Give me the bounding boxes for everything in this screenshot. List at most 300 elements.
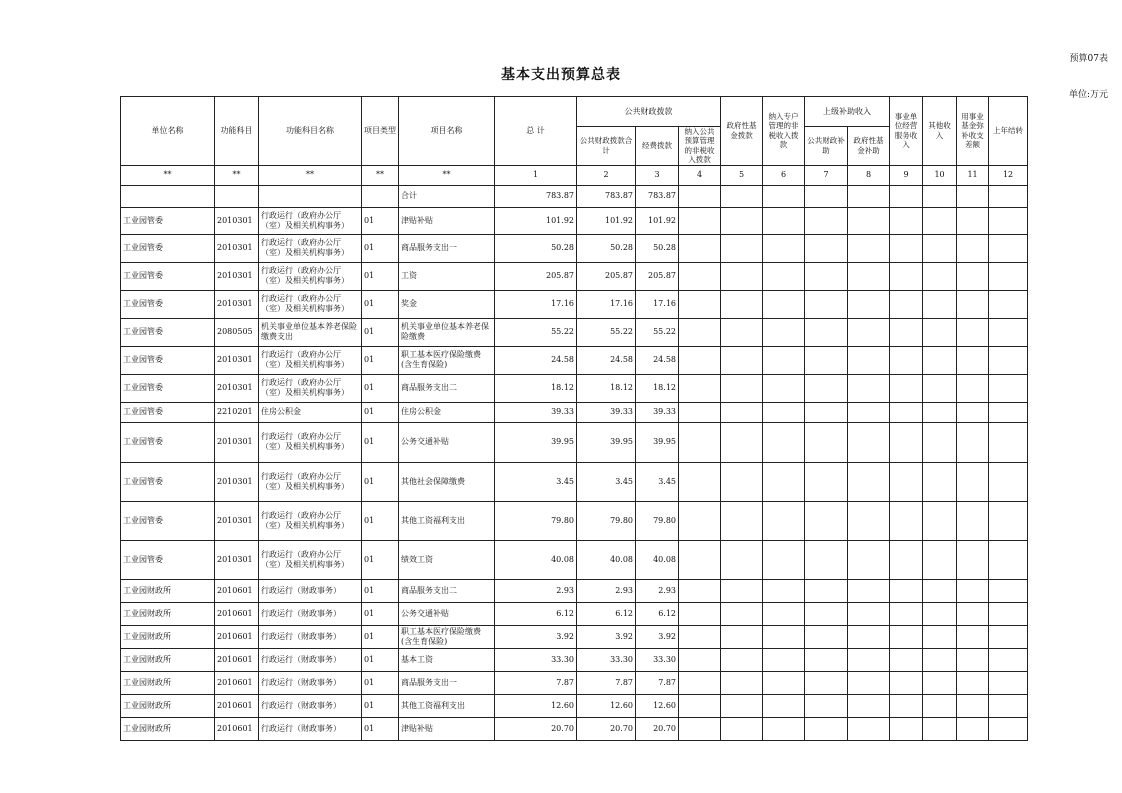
empty-cell bbox=[989, 717, 1028, 740]
funding-cell: 205.87 bbox=[636, 262, 679, 290]
funding-cell: 2.93 bbox=[636, 579, 679, 602]
empty-cell bbox=[805, 717, 848, 740]
total-cell: 55.22 bbox=[495, 318, 577, 346]
header-business-income: 事业单位经营服务收入 bbox=[890, 97, 923, 166]
unit-name-cell: 工业园管委 bbox=[121, 374, 215, 402]
func-code-cell: 2010601 bbox=[215, 694, 259, 717]
empty-cell bbox=[890, 501, 923, 540]
public-total-cell: 50.28 bbox=[577, 234, 636, 262]
item-type-cell: 01 bbox=[362, 318, 399, 346]
empty-cell bbox=[763, 422, 805, 462]
public-total-cell: 101.92 bbox=[577, 207, 636, 234]
func-code-cell: 2210201 bbox=[215, 402, 259, 422]
public-total-cell: 6.12 bbox=[577, 602, 636, 625]
empty-cell bbox=[957, 579, 989, 602]
empty-cell bbox=[721, 462, 763, 501]
table-row bbox=[121, 262, 1028, 290]
unit-label: 单位:万元 bbox=[1068, 90, 1108, 100]
empty-cell bbox=[805, 501, 848, 540]
empty-cell bbox=[679, 290, 721, 318]
empty-cell bbox=[679, 207, 721, 234]
empty-cell bbox=[848, 648, 890, 671]
item-name-cell: 工资 bbox=[399, 262, 495, 290]
public-total-cell: 12.60 bbox=[577, 694, 636, 717]
empty-cell bbox=[721, 501, 763, 540]
total-row bbox=[121, 185, 1028, 207]
header-gov-fund: 政府性基金拨款 bbox=[721, 97, 763, 166]
empty-cell bbox=[989, 579, 1028, 602]
empty-cell bbox=[721, 625, 763, 648]
empty-cell bbox=[957, 694, 989, 717]
empty-cell bbox=[805, 290, 848, 318]
empty-cell bbox=[890, 374, 923, 402]
func-name-cell: 行政运行（政府办公厅（室）及相关机构事务） bbox=[259, 207, 362, 234]
func-name-cell: 行政运行（政府办公厅（室）及相关机构事务） bbox=[259, 540, 362, 579]
table-row bbox=[121, 207, 1028, 234]
empty-cell bbox=[957, 540, 989, 579]
empty-cell bbox=[805, 602, 848, 625]
total-cell: 24.58 bbox=[495, 346, 577, 374]
unit-name-cell: 工业园管委 bbox=[121, 422, 215, 462]
empty-cell bbox=[721, 402, 763, 422]
empty-cell bbox=[890, 318, 923, 346]
empty-cell bbox=[923, 402, 957, 422]
empty-cell bbox=[805, 374, 848, 402]
empty-cell bbox=[679, 540, 721, 579]
header-func-code: 功能科目 bbox=[215, 97, 259, 166]
index-cell: 11 bbox=[957, 165, 989, 185]
total-funding-value: 783.87 bbox=[636, 185, 679, 207]
empty-cell bbox=[848, 602, 890, 625]
item-name-cell: 商品服务支出二 bbox=[399, 374, 495, 402]
index-cell: 10 bbox=[923, 165, 957, 185]
total-cell: 3.45 bbox=[495, 462, 577, 501]
empty-cell bbox=[679, 462, 721, 501]
func-name-cell: 行政运行（政府办公厅（室）及相关机构事务） bbox=[259, 290, 362, 318]
table-row bbox=[121, 602, 1028, 625]
empty-cell bbox=[989, 671, 1028, 694]
empty-cell bbox=[890, 346, 923, 374]
empty-cell bbox=[957, 402, 989, 422]
empty-cell bbox=[721, 234, 763, 262]
empty-cell bbox=[805, 346, 848, 374]
empty-cell bbox=[923, 207, 957, 234]
func-code-cell: 2010601 bbox=[215, 625, 259, 648]
budget-table bbox=[120, 96, 1028, 741]
empty-cell bbox=[923, 501, 957, 540]
func-code-cell: 2010301 bbox=[215, 374, 259, 402]
form-number: 预算07表 bbox=[1069, 54, 1108, 64]
item-type-cell: 01 bbox=[362, 540, 399, 579]
empty-cell bbox=[679, 671, 721, 694]
empty-cell bbox=[721, 717, 763, 740]
table-row bbox=[121, 318, 1028, 346]
empty-cell bbox=[679, 234, 721, 262]
total-value: 783.87 bbox=[495, 185, 577, 207]
index-cell: 4 bbox=[679, 165, 721, 185]
item-name-cell: 其他工资福利支出 bbox=[399, 501, 495, 540]
func-code-cell: 2010601 bbox=[215, 602, 259, 625]
header-public-fiscal: 公共财政拨款 bbox=[577, 97, 721, 127]
empty-cell bbox=[890, 422, 923, 462]
func-code-cell: 2010601 bbox=[215, 648, 259, 671]
table-row bbox=[121, 694, 1028, 717]
item-type-cell: 01 bbox=[362, 374, 399, 402]
empty-cell bbox=[763, 402, 805, 422]
public-total-cell: 2.93 bbox=[577, 579, 636, 602]
empty-cell bbox=[848, 207, 890, 234]
empty-cell bbox=[679, 346, 721, 374]
total-cell: 7.87 bbox=[495, 671, 577, 694]
empty-cell bbox=[805, 648, 848, 671]
empty-cell bbox=[890, 579, 923, 602]
total-cell: 33.30 bbox=[495, 648, 577, 671]
empty-cell bbox=[890, 717, 923, 740]
empty-cell bbox=[923, 625, 957, 648]
func-name-cell: 行政运行（政府办公厅（室）及相关机构事务） bbox=[259, 346, 362, 374]
empty-cell bbox=[805, 318, 848, 346]
funding-cell: 40.08 bbox=[636, 540, 679, 579]
index-cell: ** bbox=[399, 165, 495, 185]
total-cell: 39.95 bbox=[495, 422, 577, 462]
unit-name-cell: 工业园管委 bbox=[121, 262, 215, 290]
header-other-income: 其他收入 bbox=[923, 97, 957, 166]
total-cell-empty bbox=[721, 185, 763, 207]
empty-cell bbox=[848, 671, 890, 694]
unit-name-cell: 工业园财政所 bbox=[121, 671, 215, 694]
empty-cell bbox=[805, 671, 848, 694]
func-code-cell: 2010301 bbox=[215, 207, 259, 234]
index-row bbox=[121, 165, 1028, 185]
empty-cell bbox=[679, 602, 721, 625]
empty-cell bbox=[923, 262, 957, 290]
unit-name-cell: 工业园管委 bbox=[121, 540, 215, 579]
empty-cell bbox=[679, 262, 721, 290]
item-type-cell: 01 bbox=[362, 290, 399, 318]
header-item-type: 项目类型 bbox=[362, 97, 399, 166]
func-name-cell: 行政运行（政府办公厅（室）及相关机构事务） bbox=[259, 422, 362, 462]
empty-cell bbox=[721, 671, 763, 694]
total-cell-empty bbox=[890, 185, 923, 207]
func-name-cell: 机关事业单位基本养老保险缴费支出 bbox=[259, 318, 362, 346]
empty-cell bbox=[805, 262, 848, 290]
header-superior-public: 公共财政补助 bbox=[805, 127, 848, 166]
empty-cell bbox=[848, 290, 890, 318]
total-cell-empty bbox=[848, 185, 890, 207]
empty-cell bbox=[989, 462, 1028, 501]
total-cell-empty bbox=[763, 185, 805, 207]
empty-cell bbox=[805, 694, 848, 717]
unit-name-cell: 工业园财政所 bbox=[121, 694, 215, 717]
funding-cell: 12.60 bbox=[636, 694, 679, 717]
public-total-cell: 3.92 bbox=[577, 625, 636, 648]
item-type-cell: 01 bbox=[362, 648, 399, 671]
func-code-cell: 2010301 bbox=[215, 422, 259, 462]
empty-cell bbox=[957, 602, 989, 625]
empty-cell bbox=[763, 648, 805, 671]
item-type-cell: 01 bbox=[362, 717, 399, 740]
index-cell: ** bbox=[215, 165, 259, 185]
empty-cell bbox=[890, 694, 923, 717]
total-cell-empty bbox=[362, 185, 399, 207]
item-type-cell: 01 bbox=[362, 501, 399, 540]
table-row bbox=[121, 346, 1028, 374]
funding-cell: 3.45 bbox=[636, 462, 679, 501]
total-cell-empty bbox=[805, 185, 848, 207]
index-cell: 6 bbox=[763, 165, 805, 185]
empty-cell bbox=[923, 648, 957, 671]
item-type-cell: 01 bbox=[362, 671, 399, 694]
empty-cell bbox=[989, 602, 1028, 625]
empty-cell bbox=[957, 374, 989, 402]
func-name-cell: 行政运行（财政事务） bbox=[259, 648, 362, 671]
empty-cell bbox=[923, 694, 957, 717]
funding-cell: 50.28 bbox=[636, 234, 679, 262]
func-name-cell: 行政运行（财政事务） bbox=[259, 671, 362, 694]
total-cell: 17.16 bbox=[495, 290, 577, 318]
unit-name-cell: 工业园财政所 bbox=[121, 717, 215, 740]
table-body bbox=[121, 185, 1028, 740]
header-nontax-special: 纳入专户管理的非税收入拨款 bbox=[763, 97, 805, 166]
total-cell: 39.33 bbox=[495, 402, 577, 422]
funding-cell: 55.22 bbox=[636, 318, 679, 346]
empty-cell bbox=[721, 346, 763, 374]
empty-cell bbox=[989, 234, 1028, 262]
public-total-cell: 79.80 bbox=[577, 501, 636, 540]
empty-cell bbox=[989, 540, 1028, 579]
header-superior-subsidy: 上级补助收入 bbox=[805, 97, 890, 127]
func-name-cell: 行政运行（政府办公厅（室）及相关机构事务） bbox=[259, 501, 362, 540]
total-cell-empty bbox=[679, 185, 721, 207]
func-code-cell: 2010301 bbox=[215, 262, 259, 290]
func-code-cell: 2010301 bbox=[215, 540, 259, 579]
empty-cell bbox=[890, 625, 923, 648]
empty-cell bbox=[989, 318, 1028, 346]
table-row bbox=[121, 648, 1028, 671]
empty-cell bbox=[989, 694, 1028, 717]
empty-cell bbox=[923, 290, 957, 318]
item-name-cell: 其他工资福利支出 bbox=[399, 694, 495, 717]
item-name-cell: 职工基本医疗保险缴费(含生育保险) bbox=[399, 625, 495, 648]
item-type-cell: 01 bbox=[362, 422, 399, 462]
empty-cell bbox=[957, 671, 989, 694]
empty-cell bbox=[721, 318, 763, 346]
empty-cell bbox=[890, 290, 923, 318]
item-type-cell: 01 bbox=[362, 462, 399, 501]
empty-cell bbox=[957, 290, 989, 318]
table-row bbox=[121, 290, 1028, 318]
public-total-cell: 24.58 bbox=[577, 346, 636, 374]
empty-cell bbox=[989, 346, 1028, 374]
header-superior-gov-fund: 政府性基金补助 bbox=[848, 127, 890, 166]
public-total-cell: 7.87 bbox=[577, 671, 636, 694]
empty-cell bbox=[721, 540, 763, 579]
empty-cell bbox=[848, 262, 890, 290]
empty-cell bbox=[890, 402, 923, 422]
func-name-cell: 行政运行（政府办公厅（室）及相关机构事务） bbox=[259, 374, 362, 402]
empty-cell bbox=[763, 501, 805, 540]
empty-cell bbox=[763, 374, 805, 402]
public-total-cell: 205.87 bbox=[577, 262, 636, 290]
empty-cell bbox=[890, 462, 923, 501]
item-name-cell: 机关事业单位基本养老保险缴费 bbox=[399, 318, 495, 346]
func-name-cell: 行政运行（政府办公厅（室）及相关机构事务） bbox=[259, 262, 362, 290]
item-type-cell: 01 bbox=[362, 625, 399, 648]
total-cell: 6.12 bbox=[495, 602, 577, 625]
empty-cell bbox=[923, 579, 957, 602]
item-name-cell: 奖金 bbox=[399, 290, 495, 318]
header-funding: 经费拨款 bbox=[636, 127, 679, 166]
empty-cell bbox=[957, 717, 989, 740]
empty-cell bbox=[805, 579, 848, 602]
item-type-cell: 01 bbox=[362, 262, 399, 290]
empty-cell bbox=[805, 234, 848, 262]
empty-cell bbox=[721, 207, 763, 234]
public-total-cell: 18.12 bbox=[577, 374, 636, 402]
public-total-cell: 17.16 bbox=[577, 290, 636, 318]
unit-name-cell: 工业园财政所 bbox=[121, 648, 215, 671]
empty-cell bbox=[923, 374, 957, 402]
func-code-cell: 2010601 bbox=[215, 579, 259, 602]
total-label: 合计 bbox=[399, 185, 495, 207]
total-cell: 101.92 bbox=[495, 207, 577, 234]
empty-cell bbox=[989, 290, 1028, 318]
table-row bbox=[121, 402, 1028, 422]
empty-cell bbox=[763, 234, 805, 262]
total-public-value: 783.87 bbox=[577, 185, 636, 207]
empty-cell bbox=[890, 207, 923, 234]
total-cell-empty bbox=[259, 185, 362, 207]
func-code-cell: 2010301 bbox=[215, 346, 259, 374]
table-row bbox=[121, 540, 1028, 579]
funding-cell: 24.58 bbox=[636, 346, 679, 374]
table-row bbox=[121, 374, 1028, 402]
empty-cell bbox=[923, 462, 957, 501]
funding-cell: 101.92 bbox=[636, 207, 679, 234]
empty-cell bbox=[679, 625, 721, 648]
public-total-cell: 20.70 bbox=[577, 717, 636, 740]
empty-cell bbox=[763, 717, 805, 740]
empty-cell bbox=[848, 402, 890, 422]
empty-cell bbox=[679, 422, 721, 462]
empty-cell bbox=[679, 501, 721, 540]
index-cell: 1 bbox=[495, 165, 577, 185]
empty-cell bbox=[957, 262, 989, 290]
header-unit-name: 单位名称 bbox=[121, 97, 215, 166]
empty-cell bbox=[805, 462, 848, 501]
funding-cell: 3.92 bbox=[636, 625, 679, 648]
index-cell: ** bbox=[121, 165, 215, 185]
header-last-year-carry: 上年结转 bbox=[989, 97, 1028, 166]
empty-cell bbox=[721, 374, 763, 402]
unit-name-cell: 工业园财政所 bbox=[121, 625, 215, 648]
empty-cell bbox=[848, 717, 890, 740]
empty-cell bbox=[989, 207, 1028, 234]
unit-name-cell: 工业园管委 bbox=[121, 346, 215, 374]
unit-name-cell: 工业园管委 bbox=[121, 318, 215, 346]
func-code-cell: 2010601 bbox=[215, 671, 259, 694]
item-type-cell: 01 bbox=[362, 602, 399, 625]
item-name-cell: 商品服务支出二 bbox=[399, 579, 495, 602]
empty-cell bbox=[957, 422, 989, 462]
funding-cell: 33.30 bbox=[636, 648, 679, 671]
empty-cell bbox=[763, 207, 805, 234]
total-cell: 20.70 bbox=[495, 717, 577, 740]
item-name-cell: 职工基本医疗保险缴费(含生育保险) bbox=[399, 346, 495, 374]
total-cell-empty bbox=[957, 185, 989, 207]
empty-cell bbox=[923, 422, 957, 462]
func-name-cell: 行政运行（财政事务） bbox=[259, 579, 362, 602]
func-name-cell: 住房公积金 bbox=[259, 402, 362, 422]
empty-cell bbox=[805, 540, 848, 579]
unit-name-cell: 工业园管委 bbox=[121, 462, 215, 501]
item-name-cell: 其他社会保障缴费 bbox=[399, 462, 495, 501]
empty-cell bbox=[721, 602, 763, 625]
empty-cell bbox=[679, 579, 721, 602]
item-name-cell: 商品服务支出一 bbox=[399, 234, 495, 262]
empty-cell bbox=[721, 262, 763, 290]
item-name-cell: 基本工资 bbox=[399, 648, 495, 671]
empty-cell bbox=[763, 694, 805, 717]
empty-cell bbox=[721, 694, 763, 717]
empty-cell bbox=[848, 501, 890, 540]
empty-cell bbox=[848, 540, 890, 579]
empty-cell bbox=[679, 648, 721, 671]
empty-cell bbox=[763, 318, 805, 346]
table-row bbox=[121, 462, 1028, 501]
table-row bbox=[121, 671, 1028, 694]
unit-name-cell: 工业园管委 bbox=[121, 290, 215, 318]
func-code-cell: 2010601 bbox=[215, 717, 259, 740]
item-name-cell: 津贴补贴 bbox=[399, 207, 495, 234]
empty-cell bbox=[805, 402, 848, 422]
item-name-cell: 公务交通补贴 bbox=[399, 602, 495, 625]
empty-cell bbox=[763, 602, 805, 625]
empty-cell bbox=[989, 625, 1028, 648]
empty-cell bbox=[957, 207, 989, 234]
empty-cell bbox=[957, 625, 989, 648]
empty-cell bbox=[923, 318, 957, 346]
empty-cell bbox=[679, 402, 721, 422]
empty-cell bbox=[957, 346, 989, 374]
header-item-name: 项目名称 bbox=[399, 97, 495, 166]
unit-name-cell: 工业园管委 bbox=[121, 402, 215, 422]
total-cell: 3.92 bbox=[495, 625, 577, 648]
item-type-cell: 01 bbox=[362, 694, 399, 717]
empty-cell bbox=[805, 625, 848, 648]
item-type-cell: 01 bbox=[362, 346, 399, 374]
empty-cell bbox=[890, 262, 923, 290]
func-name-cell: 行政运行（财政事务） bbox=[259, 602, 362, 625]
empty-cell bbox=[721, 290, 763, 318]
empty-cell bbox=[763, 579, 805, 602]
empty-cell bbox=[805, 422, 848, 462]
empty-cell bbox=[923, 540, 957, 579]
total-cell: 12.60 bbox=[495, 694, 577, 717]
total-cell-empty bbox=[121, 185, 215, 207]
empty-cell bbox=[923, 671, 957, 694]
func-code-cell: 2010301 bbox=[215, 234, 259, 262]
func-name-cell: 行政运行（政府办公厅（室）及相关机构事务） bbox=[259, 234, 362, 262]
funding-cell: 7.87 bbox=[636, 671, 679, 694]
funding-cell: 39.95 bbox=[636, 422, 679, 462]
public-total-cell: 55.22 bbox=[577, 318, 636, 346]
index-cell: 12 bbox=[989, 165, 1028, 185]
item-name-cell: 商品服务支出一 bbox=[399, 671, 495, 694]
unit-name-cell: 工业园管委 bbox=[121, 207, 215, 234]
index-cell: 5 bbox=[721, 165, 763, 185]
empty-cell bbox=[679, 318, 721, 346]
